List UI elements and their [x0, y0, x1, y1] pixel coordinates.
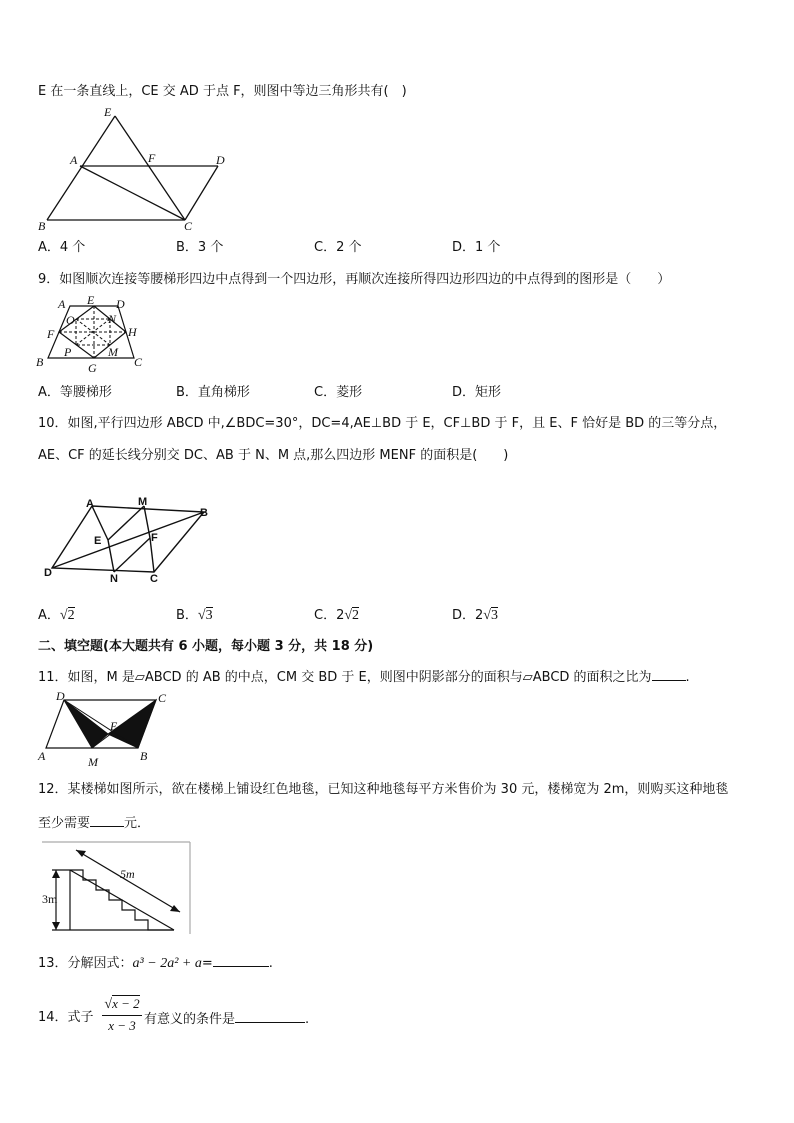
q9-label-h: H [128, 325, 137, 339]
q11-label-a: A [38, 749, 46, 763]
q11-stem [38, 668, 690, 686]
q10-stem-line2: AE、CF 的延长线分别交 DC、AB 于 N、M 点,那么四边形 MENF 的面积是( ) [38, 448, 509, 463]
q8-option-c[interactable]: C．2 个 [314, 240, 362, 255]
sqrt-icon: √ [59, 608, 68, 623]
q8-option-a[interactable]: A．4 个 [38, 240, 86, 255]
q9-label-f: F [47, 327, 55, 341]
sqrt-icon: √ [104, 997, 113, 1012]
q8-label-d: D [216, 153, 225, 167]
q8-label-b: B [38, 219, 46, 233]
q13-stem [38, 954, 273, 972]
q10-label-m: M [138, 496, 148, 508]
sqrt-icon: √ [344, 608, 353, 623]
q10-option-c-radicand: 2 [352, 608, 360, 623]
q9-option-c[interactable]: C．菱形 [314, 385, 363, 400]
q13-equals: = [201, 956, 213, 971]
q9-label-e: E [87, 294, 95, 307]
q12-label-height: 3m [42, 892, 58, 906]
q10-label-n: N [110, 573, 118, 585]
section-title: 二、填空题(本大题共有 6 小题，每小题 3 分，共 18 分) [38, 639, 374, 654]
q9-figure [30, 294, 150, 374]
q10-option-d-radicand: 3 [490, 608, 498, 623]
q14-end: . [305, 1012, 310, 1027]
q13-expression: a³ − 2a² + a [132, 956, 202, 971]
q10-label-b: B [200, 507, 208, 519]
q10-option-c-coef: 2 [336, 608, 345, 623]
q9-label-o: O [66, 313, 75, 327]
q8-option-d[interactable]: D．1 个 [452, 240, 501, 255]
q12-stem-line1: 12．某楼梯如图所示，欲在楼梯上铺设红色地毯，已知这种地毯每平方米售价为 30 元，楼梯宽为 2m，则购买这种地毯 [38, 782, 729, 797]
q14-fraction [102, 996, 142, 1034]
q10-option-b[interactable] [176, 608, 213, 624]
q8-label-c: C [184, 219, 193, 233]
q9-label-b: B [36, 355, 44, 369]
q11-label-d: D [56, 689, 65, 703]
q10-option-a-radicand: 2 [67, 608, 75, 623]
q10-label-a: A [86, 498, 94, 510]
q8-label-e: E [104, 105, 112, 119]
q9-option-d[interactable]: D．矩形 [452, 385, 502, 400]
q13-end: . [268, 956, 273, 971]
q10-option-d-prefix: D． [452, 608, 476, 623]
q10-stem-line1: 10．如图,平行四边形 ABCD 中,∠BDC=30°，DC=4,AE⊥BD 于 E，CF⊥BD 于 F，且 E、F 恰好是 BD 的三等分点， [38, 416, 727, 431]
q14-numerator-radicand: x − 2 [112, 996, 140, 1011]
q13-answer-blank[interactable] [213, 954, 269, 967]
q10-option-b-radicand: 3 [205, 608, 213, 623]
q10-option-b-prefix: B． [176, 608, 198, 623]
q9-label-d: D [116, 297, 125, 311]
q8-option-b[interactable]: B．3 个 [176, 240, 224, 255]
q10-label-d: D [44, 567, 52, 579]
q10-label-c: C [150, 573, 158, 585]
q14-denominator: x − 3 [108, 1018, 136, 1033]
q11-label-m: M [88, 755, 98, 769]
q8-label-a: A [70, 153, 78, 167]
q10-figure [40, 496, 230, 586]
q8-figure [32, 104, 232, 234]
q11-answer-blank[interactable] [652, 668, 686, 681]
q10-label-f: F [151, 532, 158, 544]
q12-label-slope: 5m [120, 867, 135, 881]
q9-label-c: C [134, 355, 143, 369]
q11-label-e: E [110, 719, 118, 733]
q9-option-a[interactable]: A．等腰梯形 [38, 385, 112, 400]
q9-label-n: N [108, 312, 117, 326]
q9-stem: 9．如图顺次连接等腰梯形四边中点得到一个四边形，再顺次连接所得四边形四边的中点得到的图形是（ ） [38, 272, 671, 287]
q9-label-p: P [64, 345, 72, 359]
q14-prefix: 14．式子 [38, 1010, 94, 1025]
q13-prefix: 13．分解因式： [38, 956, 133, 971]
q10-option-c[interactable] [314, 608, 359, 624]
sqrt-icon: √ [483, 608, 491, 623]
q8-stem: E 在一条直线上，CE 交 AD 于点 F，则图中等边三角形共有( ) [38, 84, 407, 99]
q9-label-m: M [108, 345, 118, 359]
q11-figure [34, 688, 174, 770]
q9-label-a: A [58, 297, 66, 311]
q8-label-f: F [148, 151, 156, 165]
q12-figure [40, 840, 192, 936]
q12-stem-line2-b: 元． [124, 816, 151, 831]
q11-label-b: B [140, 749, 148, 763]
q10-option-d-coef: 2 [475, 608, 484, 623]
q14-suffix: 有意义的条件是 [144, 1012, 236, 1027]
q14-numerator [102, 996, 142, 1016]
sqrt-icon: √ [197, 608, 206, 623]
q10-option-a[interactable] [38, 608, 75, 624]
q12-answer-blank[interactable] [90, 814, 124, 827]
q10-option-a-prefix: A． [38, 608, 60, 623]
q10-option-d[interactable] [452, 608, 498, 624]
q11-stem-end: . [685, 670, 690, 685]
q10-label-e: E [94, 535, 102, 547]
q9-label-g: G [88, 361, 97, 374]
q14-answer-blank[interactable] [235, 1010, 305, 1023]
q12-stem-line2 [38, 814, 150, 832]
q14-suffix-group [144, 1010, 309, 1028]
q12-stem-line2-a: 至少需要 [38, 816, 91, 831]
q10-option-c-prefix: C． [314, 608, 337, 623]
q11-label-c: C [158, 691, 167, 705]
q11-stem-text: 11．如图，M 是▱ABCD 的 AB 的中点，CM 交 BD 于 E，则图中阴影部分的面积与▱ABCD 的面积之比为 [38, 670, 652, 685]
q9-option-b[interactable]: B．直角梯形 [176, 385, 250, 400]
